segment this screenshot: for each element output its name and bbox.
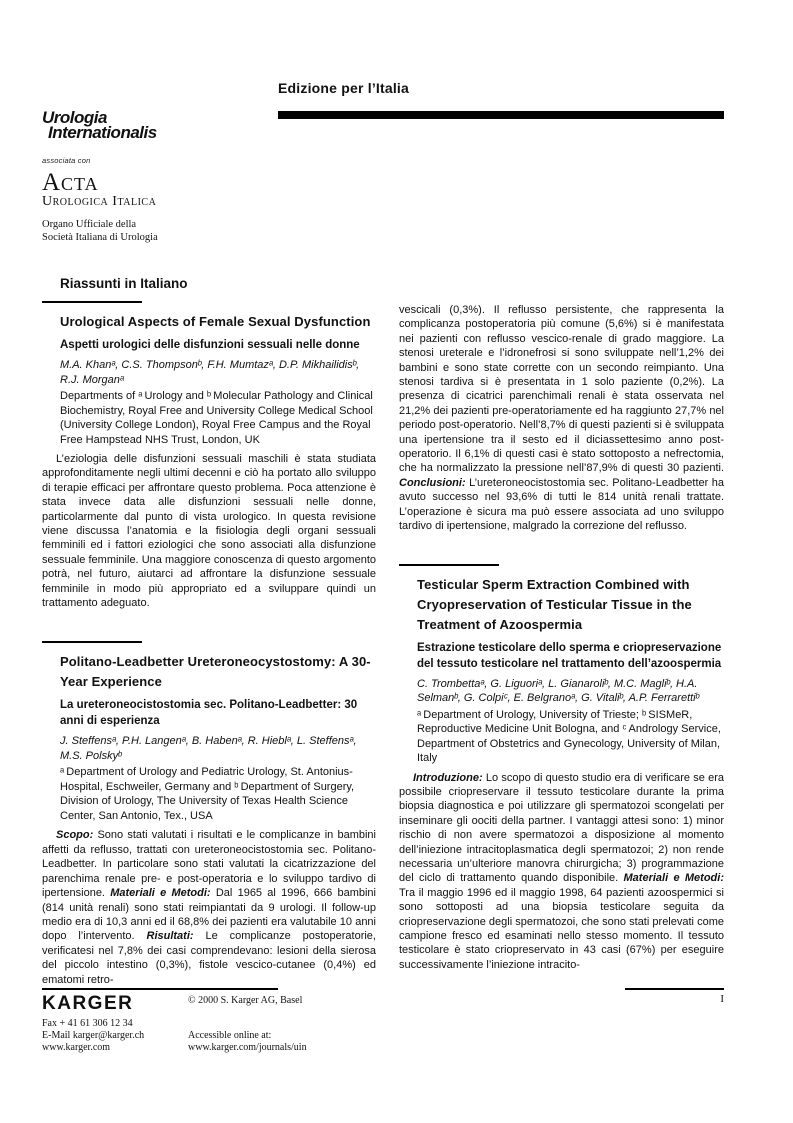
article-3-title-italian: Estrazione testicolare dello sperma e criopreservazione del tessuto testicolare nel trattamento dell’azoospermia xyxy=(417,641,722,670)
edition-title: Edizione per l’Italia xyxy=(278,80,410,96)
article-2-authors: J. Steffensᵃ, P.H. Langenᵃ, B. Habenᵃ, R. Hieblᵃ, L. Steffensᵃ, M.S. Polskyᵇ xyxy=(60,735,357,762)
left-column xyxy=(42,270,376,987)
section-rule xyxy=(399,564,499,566)
journal-logo-line2: Internationalis xyxy=(48,123,157,142)
email-address: E-Mail karger@karger.ch xyxy=(42,1030,145,1041)
online-access-label: Accessible online at: xyxy=(188,1030,272,1041)
online-access-note xyxy=(188,1030,307,1054)
karger-logo: KARGER xyxy=(42,993,134,1014)
article-1-title: Urological Aspects of Female Sexual Dysfunction xyxy=(60,314,371,329)
article-2-title-italian: La ureteroneocistostomia sec. Politano-Leadbetter: 30 anni di esperienza xyxy=(60,699,358,728)
journal-logo xyxy=(42,110,267,140)
article-3-authors: C. Trombettaᵃ, G. Liguoriᵃ, L. Gianaroliᵇ, M.C. Magliᵇ, H.A. Selmanᵇ, G. Colpiᶜ, E. Belgranoᵃ, G. Vitaliᵇ, A.P. Ferrarettiᵇ xyxy=(417,677,700,704)
associated-with-label: associata con xyxy=(42,156,91,165)
official-organ-line1: Organo Ufficiale della xyxy=(42,219,137,230)
website-url: www.karger.com xyxy=(42,1042,111,1053)
article-3-title: Testicular Sperm Extraction Combined with Cryopreservation of Testicular Tissue in the Treatment of Azoospermia xyxy=(417,576,692,632)
article-2-abstract-continuation: vescicali (0,3%). Il reflusso persistente, che rappresenta la complicanza postoperatoria più comune (5,6%) si è manifestata nei pazienti con reflusso vescico-renale di grado maggiore. La stenosi ureterale e l’idronefrosi si sono sviluppate nell’1,2% dei bambini e sono state corrette con un secondo reimpianto. Una stenosi tardiva si è presentata in 1 solo paziente (0,2%). La presenza di cicatrici parenchimali renali è stata osservata nel 21,2% dei pazienti pre-operatoriamente ed ha raggiunto 27,7% nel periodo post-operatorio. Nell’8,7% di questi pazienti si è sviluppata una ipertensione tra il sesto ed il diciassettesimo anno post-operatorio. Il 6,1% di questi casi è stato sottoposto a nefrectomia, che ha normalizzato la pressione nell’87,9% di questi 30 pazienti. Conclusioni: L’ureteroneocistostomia sec. Politano-Leadbetter ha avuto successo nel 93,6% di tutti le 814 unità renali trattate. L’operazione è sicura ma può essere associata ad uno sviluppo tardivo di ipertensione, malgrado la correzione del reflusso. xyxy=(399,304,724,533)
journal-logo-line1: Urologia xyxy=(42,108,107,127)
acta-logo-line1: Acta xyxy=(42,169,99,196)
section-title: Riassunti in Italiano xyxy=(60,276,188,291)
official-organ-line2: Società Italiana di Urologia xyxy=(42,232,158,243)
right-column xyxy=(399,270,724,972)
article-1-affiliations: Departments of ᵃ Urology and ᵇ Molecular Pathology and Clinical Biochemistry, Royal Free and University College Medical School (University College London), Royal Free Campus and the Royal Free Hampstead NHS Trust, London, UK xyxy=(60,390,373,446)
acta-logo xyxy=(42,169,267,209)
article-2 xyxy=(42,652,376,986)
section-rule xyxy=(42,301,142,303)
article-1-authors: M.A. Khanᵃ, C.S. Thompsonᵇ, F.H. Mumtazᵃ, D.P. Mikhailidisᵇ, R.J. Morganᵃ xyxy=(60,359,360,386)
masthead xyxy=(42,110,267,244)
article-1-title-italian: Aspetti urologici delle disfunzioni sessuali nelle donne xyxy=(60,339,360,351)
fax-number: Fax + 41 61 306 12 34 xyxy=(42,1018,133,1029)
publisher-contact xyxy=(42,1018,144,1054)
header-bar xyxy=(278,111,724,119)
article-2-abstract: Scopo: Sono stati valutati i risultati e le complicanze in bambini affetti da reflusso, trattati con ureteroneocistostomia sec. Politano-Leadbetter. In particolare sono stati valutati la cicatrizzazione del parenchima renale pre- e post-operatoria e lo sviluppo tardivo di ipertensione. Materiali e Metodi: Dal 1965 al 1996, 666 bambini (814 unità renali) sono stati reimpiantati da 9 urologi. Il follow-up medio era di 10,3 anni ed il 68,8% dei pazienti era valutabile 10 anni dopo l’intervento. Risultati: Le complicanze postoperatorie, verificatesi nel 7,8% dei casi comprendevano: lesioni della sierosa del piccolo intestino (0,3%), fistole vescico-cutanee (0,4%) ed ematomi retro- xyxy=(42,829,376,986)
article-3-abstract: Introduzione: Lo scopo di questo studio era di verificare se era possibile criopreservare il tessuto testicolare durante la prima biopsia diagnostica e poi utilizzare gli spermatozoi scongelati per inseminare gli oociti della partner. I vantaggi attesi sono: 1) minor rischio di non avere spermatozoi a disposizione al momento dell’iniezione intracitoplasmatica degli spermatozoi; 2) non rende necessaria un’ulteriore manovra chirurgicha; 3) programmazione del ciclo di trattamento quando disponibile. Materiali e Metodi: Tra il maggio 1996 ed il maggio 1998, 64 pazienti azoospermici si sono sottoposti ad una biopsia testicolare seguita da criopreservazione degli spermatozoi, che sono stati prelevati come campione fresco ed esaminati nello stesso momento. Il tessuto testicolare è stato criopreservato in 43 casi (67%) per eseguire successivamente l’iniezione intracito- xyxy=(399,771,724,971)
article-3-affiliations: ᵃ Department of Urology, University of Trieste; ᵇ SISMeR, Reproductive Medicine Unit Bologna, and ᶜ Andrology Service, Department of Obstetrics and Gynecology, University of Milan, Italy xyxy=(417,708,721,764)
section-rule xyxy=(42,641,142,643)
article-3 xyxy=(399,575,724,973)
page-number: I xyxy=(720,993,724,1005)
article-2-affiliations: ᵃ Department of Urology and Pediatric Urology, St. Antonius-Hospital, Eschweiler, Germany and ᵇ Department of Surgery, Division of Urology, The University of Texas Health Science Center, San Antonio, Tex., USA xyxy=(60,766,355,822)
official-organ-note xyxy=(42,218,267,244)
footer-rule xyxy=(42,988,278,990)
article-1-abstract: L’eziologia delle disfunzioni sessuali maschili è stata studiata approfonditamente negli ultimi decenni e ciò ha portato allo sviluppo di terapie efficaci per affrontare questo problema. Poca attenzione è stata invece data alle disfunzioni sessuali nelle donne, particolarmente dal punto di vista urologico. In questa revisione viene discussa l’anatomia e la fisiologia degli organi sessuali femminili ed i fattori eziologici che sono associati alla disfunzione sessuale femminile. Una maggiore conoscenza di questo argomento potrà, nel futuro, aiutarci ad affrontare la disfunzione sessuale femminile in modo più appropriato ed a sviluppare quindi un trattamento adeguato. xyxy=(42,453,376,610)
acta-logo-line2: Urologica Italica xyxy=(42,194,157,209)
footer-page-rule xyxy=(625,988,724,990)
article-1 xyxy=(42,312,376,610)
article-2-title: Politano-Leadbetter Ureteroneocystostomy: A 30-Year Experience xyxy=(60,654,371,690)
copyright-notice: © 2000 S. Karger AG, Basel xyxy=(188,995,303,1006)
online-access-url: www.karger.com/journals/uin xyxy=(188,1042,307,1053)
